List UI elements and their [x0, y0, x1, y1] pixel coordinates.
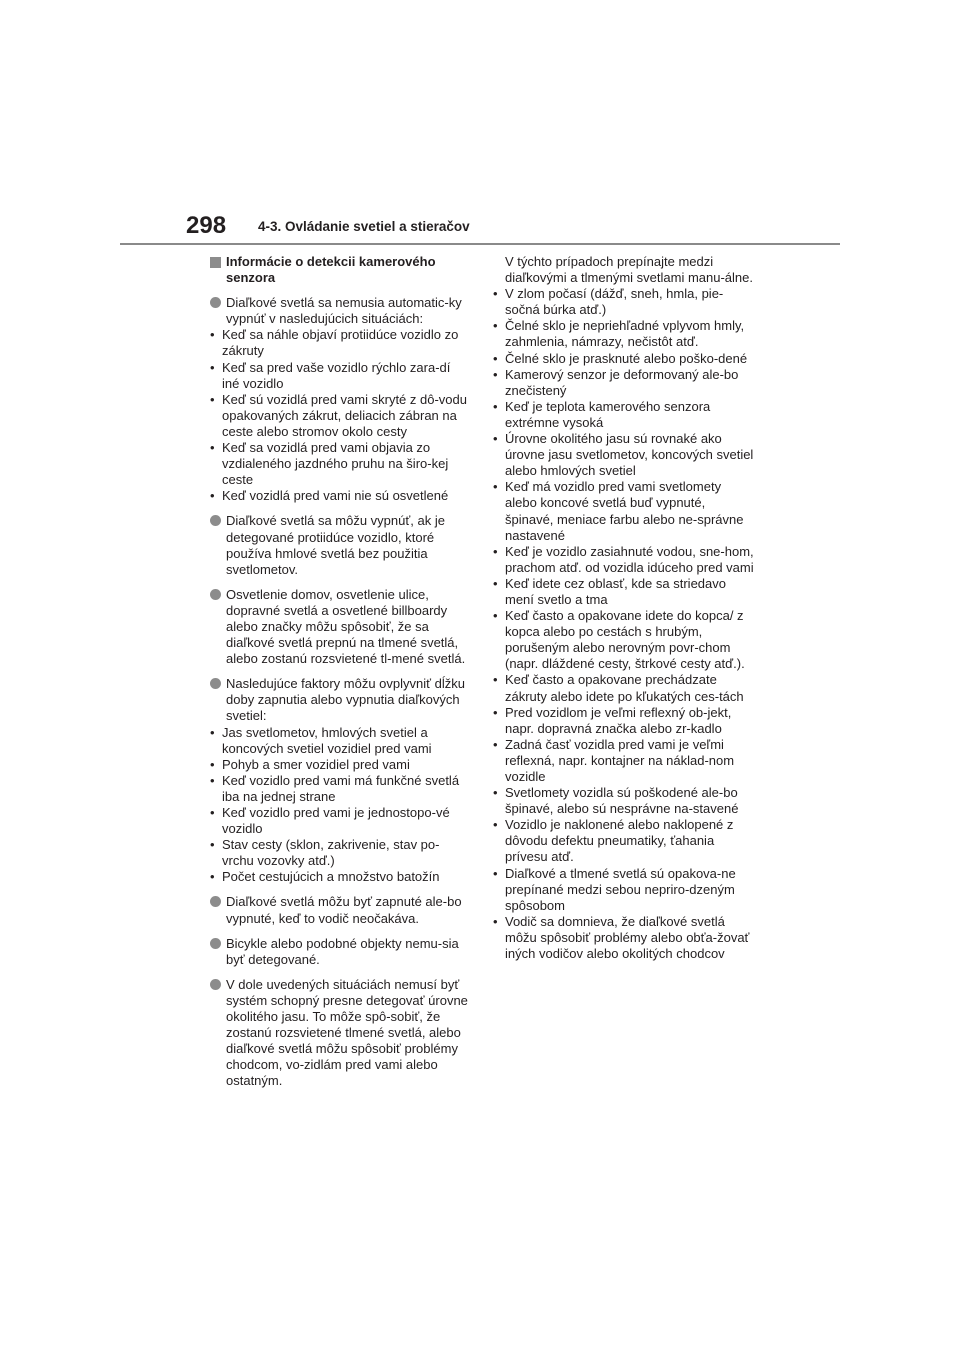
page-number: 298: [186, 212, 227, 239]
circle-bullet-icon: [210, 297, 221, 308]
bullet-list: [210, 725, 470, 886]
list-item: • Kamerový senzor je deformovaný ale-bo znečistený: [493, 367, 755, 399]
list-item: • Jas svetlometov, hmlových svetiel a koncových svetiel vozidiel pred vami: [210, 725, 470, 757]
bullet-list: [210, 327, 470, 504]
circle-bullet-icon: [210, 589, 221, 600]
list-item: • Čelné sklo je nepriehľadné vplyvom hmly, zahmlenia, námrazy, nečistôt atď.: [493, 318, 755, 350]
paragraph-7: [210, 977, 470, 1090]
list-item: • Keď vozidlá pred vami nie sú osvetlené: [210, 488, 470, 504]
list-item: • Svetlomety vozidla sú poškodené ale-bo špinavé, alebo sú nesprávne na-stavené: [493, 785, 755, 817]
continuation-text: V týchto prípadoch prepínajte medzi diaľkovými a tlmenými svetlami manu-álne.: [505, 254, 753, 286]
list-item: • Vozidlo je naklonené alebo naklopené z dôvodu defektu pneumatiky, ťahania prívesu atď.: [493, 817, 755, 865]
paragraph-4: [210, 676, 470, 885]
list-item: • Stav cesty (sklon, zakrivenie, stav po-vrchu vozovky atď.): [210, 837, 470, 869]
list-item: • Keď sú vozidlá pred vami skryté z dô-vodu opakovaných zákrut, deliacich zábran na ceste alebo stromov okolo cesty: [210, 392, 470, 440]
list-item: • Keď idete cez oblasť, kde sa striedavo mení svetlo a tma: [493, 576, 755, 608]
paragraph-6: [210, 936, 470, 968]
paragraph-text: V dole uvedených situáciách nemusí byť systém schopný presne detegovať úrovne okolitého jasu. To môže spô-sobiť, že zostanú rozsvietené tlmené svetlá, alebo diaľkové svetlá môžu spôsobiť problémy chodcom, vo-zidlám pred vami alebo ostatným.: [226, 976, 468, 1089]
list-item: • Keď vozidlo pred vami má funkčné svetlá iba na jednej strane: [210, 773, 470, 805]
paragraph-3: [210, 587, 470, 667]
paragraph-text: Diaľkové svetlá sa nemusia automatic-ky vypnúť v nasledujúcich situáciách:: [226, 295, 462, 327]
paragraph-1: [210, 295, 470, 504]
list-item: • Čelné sklo je prasknuté alebo poško-dené: [493, 351, 755, 367]
right-column: [493, 254, 755, 962]
bullet-list: [493, 286, 755, 962]
list-item: • Pred vozidlom je veľmi reflexný ob-jekt, napr. dopravná značka alebo zr-kadlo: [493, 705, 755, 737]
section-heading: [210, 254, 470, 286]
list-item: • Počet cestujúcich a množstvo batožín: [210, 869, 470, 885]
list-item: • Keď má vozidlo pred vami svetlomety alebo koncové svetlá buď vypnuté, špinavé, meniace farbu alebo ne-správne nastavené: [493, 479, 755, 543]
circle-bullet-icon: [210, 938, 221, 949]
page-header: [0, 0, 960, 250]
paragraph-text: Diaľkové svetlá môžu byť zapnuté ale-bo vypnuté, keď to vodič neočakáva.: [226, 894, 462, 926]
list-item: • Keď vozidlo pred vami je jednostopo-vé vozidlo: [210, 805, 470, 837]
circle-bullet-icon: [210, 896, 221, 907]
circle-bullet-icon: [210, 979, 221, 990]
left-column: [210, 254, 470, 1099]
paragraph-text: Osvetlenie domov, osvetlenie ulice, dopravné svetlá a osvetlené billboardy alebo značky môžu spôsobiť, že sa diaľkové svetlá prepnú na tlmené svetlá, alebo zostanú rozsvietené tl-mené svetlá.: [226, 586, 466, 667]
list-item: • Úrovne okolitého jasu sú rovnaké ako úrovne jasu svetlometov, koncových svetiel alebo hmlových svetiel: [493, 431, 755, 479]
list-item: • Keď často a opakovane idete do kopca/ z kopca alebo po cestách s hrubým, porušeným alebo nerovným povr-chom (napr. dláždené cesty, štrkové cesty atď.).: [493, 608, 755, 672]
list-item: • Keď je vozidlo zasiahnuté vodou, sne-hom, prachom atď. od vozidla idúceho pred vami: [493, 544, 755, 576]
paragraph-text: Bicykle alebo podobné objekty nemu-sia byť detegované.: [226, 935, 459, 967]
header-divider: [120, 243, 840, 245]
paragraph-text: Nasledujúce faktory môžu ovplyvniť dĺžku doby zapnutia alebo vypnutia diaľkových svetiel:: [226, 676, 465, 724]
list-item: • Keď je teplota kamerového senzora extrémne vysoká: [493, 399, 755, 431]
square-bullet-icon: [210, 257, 221, 268]
list-item: • Pohyb a smer vozidiel pred vami: [210, 757, 470, 773]
list-item: • Keď často a opakovane prechádzate zákruty alebo idete po kľukatých ces-tách: [493, 672, 755, 704]
list-item: • Keď sa náhle objaví protiidúce vozidlo zo zákruty: [210, 327, 470, 359]
heading-text: Informácie o detekcii kamerového senzora: [226, 254, 436, 286]
list-item: • V zlom počasí (dážď, sneh, hmla, pie-sočná búrka atď.): [493, 286, 755, 318]
list-item: • Zadná časť vozidla pred vami je veľmi reflexná, napr. kontajner na náklad-nom vozidle: [493, 737, 755, 785]
circle-bullet-icon: [210, 515, 221, 526]
list-item: • Vodič sa domnieva, že diaľkové svetlá môžu spôsobiť problémy alebo obťa-žovať iných vodičov alebo okolitých chodcov: [493, 914, 755, 962]
paragraph-5: [210, 894, 470, 926]
paragraph-2: [210, 513, 470, 577]
paragraph-text: Diaľkové svetlá sa môžu vypnúť, ak je detegované protiidúce vozidlo, ktoré používa hmlové svetlá bez použitia svetlometov.: [226, 513, 445, 577]
list-item: • Keď sa vozidlá pred vami objavia zo vzdialeného jazdného pruhu na širo-kej ceste: [210, 440, 470, 488]
section-title: 4-3. Ovládanie svetiel a stieračov: [258, 219, 470, 234]
list-item: • Keď sa pred vaše vozidlo rýchlo zara-dí iné vozidlo: [210, 360, 470, 392]
circle-bullet-icon: [210, 678, 221, 689]
list-item: • Diaľkové a tlmené svetlá sú opakova-ne prepínané medzi sebou nepriro-dzeným spôsobom: [493, 866, 755, 914]
